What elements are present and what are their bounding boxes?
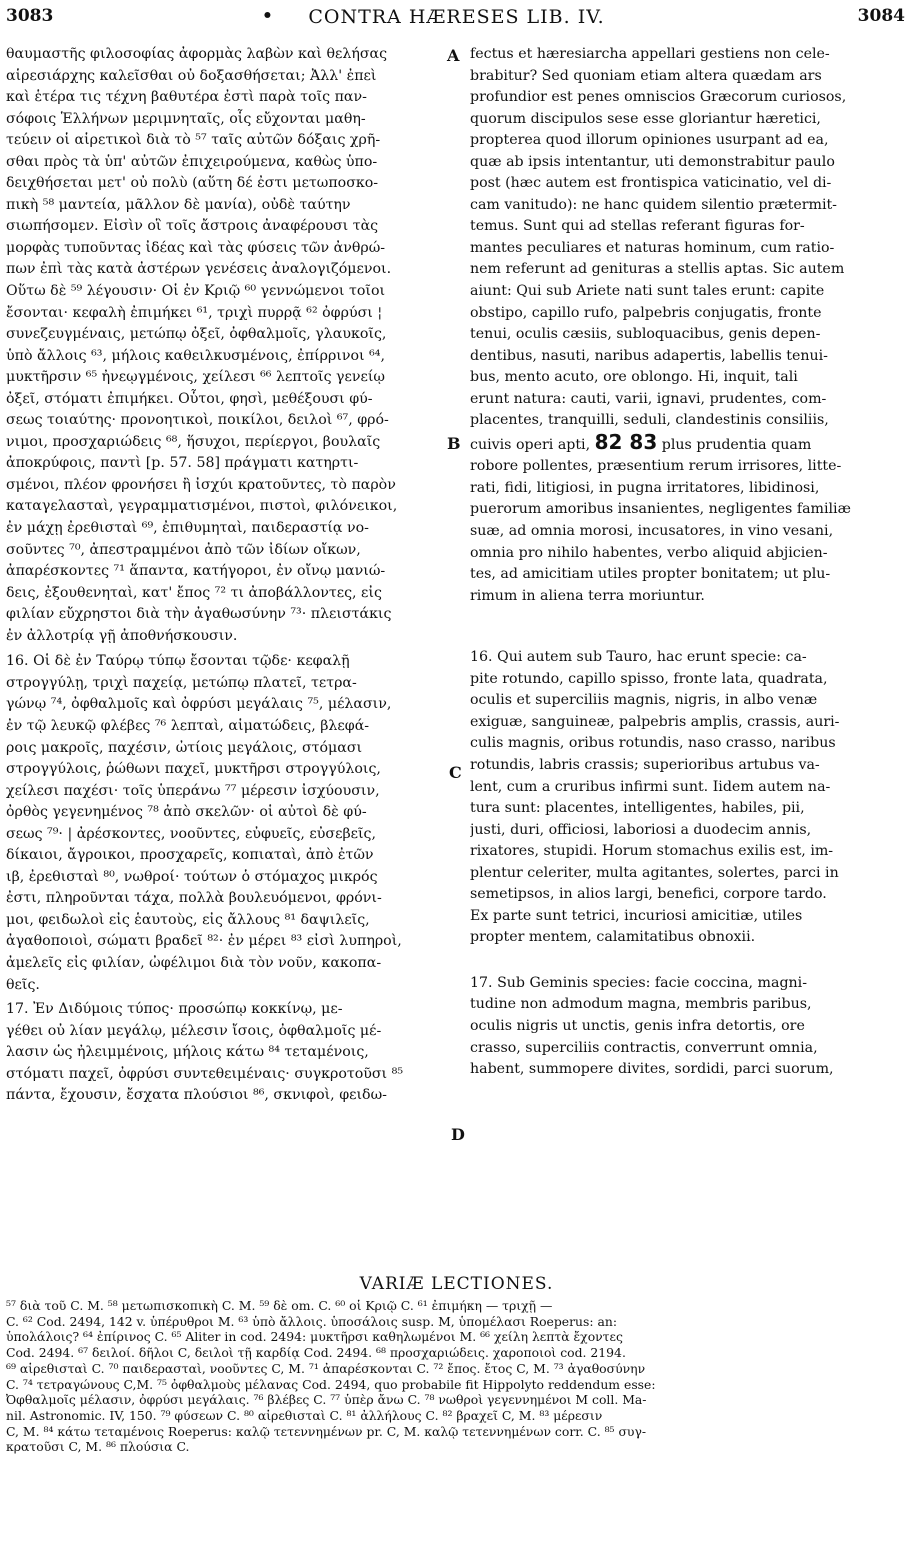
variant-reading-line: Cod. 2494. ⁶⁷ δειλοί. δῆλοι C, δειλοὶ τῇ καρδίᾳ Cod. 2494. ⁶⁸ προσχαριώδεις. χαροποιοὶ cod. 2194.: [6, 1345, 626, 1361]
variant-reading-line: nil. Astronomic. IV, 150. ⁷⁹ φύσεων C. ⁸⁰ αἱρεθισταὶ C. ⁸¹ ἀλλήλους C. ⁸² βραχεῖ C, M. ⁸³ μέρεσιν: [6, 1407, 603, 1423]
greek-text-line: ὀρθὸς γεγενημένος ⁷⁸ ἀπὸ σκελῶν· οἱ αὐτοὶ δὲ φύ-: [6, 804, 367, 821]
latin-text-line: quorum discipulos sese esse gloriantur hæretici,: [470, 110, 821, 127]
variant-reading-line: ὑπολάλοις? ⁶⁴ ἐπίρινος C. ⁶⁵ Aliter in cod. 2494: μυκτῆρσι καθηλωμένοι M. ⁶⁶ χείλη λεπτὰ ἔχοντες: [6, 1329, 623, 1345]
latin-text-line: oculis et superciliis magnis, nigris, in albo venæ: [470, 692, 818, 709]
latin-text-line: oculis nigris ut unctis, genis infra detortis, ore: [470, 1017, 805, 1034]
greek-text-line: σιωπήσομεν. Εἰσὶν οἳ τοῖς ἄστροις ἀναφέρουσι τὰς: [6, 218, 379, 235]
latin-text-line: nem referunt ad genituras a stellis aptas. Sic autem: [470, 261, 845, 278]
latin-text-line: propter mentem, calamitatibus obnoxii.: [470, 929, 756, 946]
latin-text-line: culis magnis, oribus rotundis, naso crasso, naribus: [470, 735, 836, 752]
margin-mark-a: A: [447, 46, 460, 65]
greek-text-line: χείλεσι παχέσι· τοῖς ὑπεράνω ⁷⁷ μέρεσιν ἰσχύουσιν,: [6, 782, 380, 799]
greek-text-line: αἱρεσιάρχης καλεῖσθαι οὐ δοξασθήσεται; Ἀλλ' ἐπεὶ: [6, 67, 377, 84]
variant-reading-line: ⁶⁹ αἱρεθισταὶ C. ⁷⁰ παιδερασταὶ, νοοῦντες C, M. ⁷¹ ἀπαρέσκονται C. ⁷² ἔπος. ἔτος C, M. ⁷³ ἀγαθοσύνην: [6, 1360, 646, 1376]
latin-text-line: puerorum amoribus insanientes, negligentes familiæ: [470, 501, 851, 518]
greek-paragraph-15: [6, 44, 438, 647]
latin-text-line: fectus et hæresiarcha appellari gestiens non cele-: [470, 46, 830, 62]
latin-text-line: crasso, superciliis contractis, converrunt omnia,: [470, 1039, 818, 1056]
greek-text-line: στρογγύλοις, ῥώθωνι παχεῖ, μυκτῆρσι στρογγύλοις,: [6, 761, 381, 778]
page-number-right: 3084: [857, 6, 905, 26]
latin-paragraph-17: [470, 973, 906, 1081]
greek-text-line: συνεζευγμέναις, μετώπῳ ὀξεῖ, ὀφθαλμοῖς, γλαυκοῖς,: [6, 326, 387, 343]
latin-text-line: bus, mento acuto, ore oblongo. Hi, inquit, tali: [470, 369, 798, 386]
greek-text-line: ὑπὸ ἄλλοις ⁶³, μήλοις καθειλκυσμένοις, ἐπίρρινοι ⁶⁴,: [6, 347, 385, 364]
greek-text-line: γώνῳ ⁷⁴, ὀφθαλμοῖς καὶ ὀφρύσι μεγάλαις ⁷⁵, μέλασιν,: [6, 696, 392, 713]
latin-text-line: robore pollentes, præsentium rerum irrisores, litte-: [470, 458, 842, 475]
variant-reading-line: C, M. ⁸⁴ κάτω τεταμένοις Roeperus: καλῷ τετεννημένων pr. C, M. καλῷ τετεννημένων corr. C. ⁸⁵ συγ-: [6, 1423, 647, 1439]
latin-text-line: 16. Qui autem sub Tauro, hac erunt specie: ca-: [470, 649, 807, 666]
greek-text-line: 16. Οἱ δὲ ἐν Ταύρῳ τύπῳ ἔσονται τῷδε· κεφαλῇ: [6, 653, 350, 670]
variant-reading-line: Ὀφθαλμοῖς μέλασιν, ὀφρύσι μεγάλαις. ⁷⁶ βλέβες C. ⁷⁷ ὑπὲρ ἄνω C. ⁷⁸ νωθροὶ γεγεννημένοι M coll. Ma-: [6, 1392, 647, 1408]
greek-text-line: στρογγύλῃ, τριχὶ παχείᾳ, μετώπῳ πλατεῖ, τετρα-: [6, 674, 357, 691]
greek-text-line: σεως ⁷⁹· | ἀρέσκοντες, νοοῦντες, εὐφυεῖς, εὐσεβεῖς,: [6, 825, 377, 842]
variant-reading-line: ⁵⁷ διὰ τοῦ C. M. ⁵⁸ μετωπισκοπικὴ C. M. ⁵⁹ δὲ om. C. ⁶⁰ οἱ Κριῷ C. ⁶¹ ἐπιμήκη — τριχῇ —: [6, 1298, 553, 1313]
greek-text-line: 17. Ἐν Διδύμοις τύπος· προσώπῳ κοκκίνῳ, με-: [6, 1001, 343, 1018]
greek-text-line: σμένοι, πλέον φρονήσει ἢ ἰσχύι κρατοῦντες, τὸ παρὸν: [6, 476, 396, 493]
running-header: [0, 6, 913, 40]
greek-text-line: ἐν τῷ λευκῷ φλέβες ⁷⁶ λεπταὶ, αἱματώδεις, βλεφά-: [6, 717, 370, 734]
greek-text-line: ροις μακροῖς, παχέσιν, ὠτίοις μεγάλοις, στόμασι: [6, 739, 363, 756]
latin-text-line: suæ, ad omnia morosi, incusatores, in vino vesani,: [470, 523, 834, 540]
greek-text-line: μοι, φειδωλοὶ εἰς ἑαυτοὺς, εἰς ἄλλους ⁸¹ δαψιλεῖς,: [6, 911, 370, 928]
greek-text-line: θαυμαστῆς φιλοσοφίας ἀφορμὰς λαβὼν καὶ θελήσας: [6, 46, 388, 62]
header-bullet: •: [262, 6, 273, 26]
margin-mark-d: D: [451, 1125, 465, 1144]
greek-text-line: ἀπαρέσκοντες ⁷¹ ἅπαντα, κατήγοροι, ἐν οἴνῳ μανιώ-: [6, 563, 386, 580]
variae-lectiones-notes: [6, 1298, 906, 1455]
greek-text-line: πων ἐπὶ τὰς κατὰ ἀστέρων γενέσεις ἀναλογιζόμενοι.: [6, 261, 392, 278]
latin-text-line: cam vanitudo): ne hanc quidem silentio prætermit-: [470, 196, 837, 213]
latin-line-with-column-numbers: [470, 432, 906, 457]
latin-text-line: tenui, oculis cæsiis, subloquacibus, genis depen-: [470, 326, 821, 343]
latin-text-line: rixatores, stupidi. Horum stomachus exilis est, im-: [470, 843, 834, 860]
greek-text-line: ἐν μάχῃ ἐρεθισταὶ ⁶⁹, ἐπιθυμηταὶ, παιδεραστίᾳ νο-: [6, 520, 369, 537]
variae-lectiones-title: VARIÆ LECTIONES.: [359, 1274, 554, 1294]
latin-text-line: semetipsos, in alios largi, benefici, corpore tardo.: [470, 886, 827, 903]
greek-text-line: ἀγαθοποιοὶ, σώματι βραδεῖ ⁸²· ἐν μέρει ⁸³ εἰσὶ λυπηροὶ,: [6, 933, 402, 950]
latin-text-line: brabitur? Sed quoniam etiam altera quædam ars: [470, 67, 822, 84]
greek-text-line: μορφὰς τυποῦντας ἰδέας καὶ τὰς φύσεις τῶν ἀνθρώ-: [6, 239, 386, 256]
greek-text-line: πάντα, ἔχουσιν, ἔσχατα πλούσιοι ⁸⁶, σκνιφοὶ, φειδω-: [6, 1087, 387, 1104]
greek-text-line: ἐστι, πληροῦνται τάχα, πολλὰ βουλευόμενοι, φρόνι-: [6, 890, 382, 907]
latin-text-line: pite rotundo, capillo spisso, fronte lata, quadrata,: [470, 670, 828, 687]
greek-column: [6, 44, 438, 1107]
latin-text-fragment: plus prudentia quam: [661, 436, 812, 453]
variant-reading-line: C. ⁶² Cod. 2494, 142 v. ὑπέρυθροι M. ⁶³ ὑπὸ ἄλλοις. ὑποσάλοις susp. M, ὑπομέλασι Roeperus: an:: [6, 1313, 618, 1329]
greek-text-line: δίκαιοι, ἄγροικοι, προσχαρεῖς, κοπιαταὶ, ἀπὸ ἐτῶν: [6, 847, 374, 864]
latin-text-line: quæ ab ipsis intentantur, uti demonstrabitur paulo: [470, 153, 835, 170]
greek-text-line: ἀποκρύφοις, παντὶ [p. 57. 58] πράγματι κατηρτι-: [6, 455, 359, 472]
latin-text-line: tes, ad amicitiam utiles propter bonitatem; ut plu-: [470, 566, 831, 583]
greek-text-line: θεῖς.: [6, 976, 40, 993]
latin-text-line: tudine non admodum magna, membris paribus,: [470, 996, 812, 1013]
latin-text-line: placentes, tranquilli, seduli, clandestinis consiliis,: [470, 412, 829, 429]
latin-text-line: rotundis, labris crassis; superioribus artubus va-: [470, 756, 820, 773]
margin-mark-b: B: [447, 434, 461, 453]
latin-text-line: rimum in aliena terra moriuntur.: [470, 587, 705, 604]
greek-text-line: ἐν ἀλλοτρίᾳ γῇ ἀποθνήσκουσιν.: [6, 627, 238, 644]
greek-text-line: μυκτῆρσιν ⁶⁵ ἠνεῳγμένοις, χείλεσι ⁶⁶ λεπτοῖς γενείῳ: [6, 369, 385, 386]
latin-text-line: lent, cum a cruribus infirmi sunt. Iidem autem na-: [470, 778, 831, 795]
latin-paragraph-15-continued: [470, 456, 906, 607]
greek-text-line: τεύειν οἱ αἱρετικοὶ διὰ τὸ ⁵⁷ ταῖς αὐτῶν δόξαις χρῆ-: [6, 132, 381, 149]
greek-text-line: σοῦντες ⁷⁰, ἀπεστραμμένοι ἀπὸ τῶν ἰδίων οἴκων,: [6, 541, 361, 558]
latin-text-line: habent, summopere divites, sordidi, parci suorum,: [470, 1061, 834, 1078]
greek-paragraph-16: [6, 651, 438, 996]
latin-text-line: exiguæ, sanguineæ, palpebris amplis, crassis, auri-: [470, 713, 840, 730]
latin-text-line: obstipo, capillo rufo, palpebris conjugatis, fronte: [470, 304, 822, 321]
latin-text-line: post (hæc autem est frontispica vaticinatio, vel di-: [470, 175, 832, 192]
greek-text-line: καὶ ἑτέρα τις τέχνη βαθυτέρα ἐστὶ παρὰ τοῖς παν-: [6, 89, 367, 106]
greek-text-line: ιβ, ἐρεθισταὶ ⁸⁰, νωθροί· τούτων ὁ στόμαχος μικρός: [6, 868, 378, 885]
latin-text-line: temus. Sunt qui ad stellas referant figuras for-: [470, 218, 805, 235]
greek-text-line: Οὕτω δὲ ⁵⁹ λέγουσιν· Οἱ ἐν Κριῷ ⁶⁰ γεννώμενοι τοῖοι: [6, 283, 386, 300]
latin-text-line: 17. Sub Geminis species: facie coccina, magni-: [470, 974, 808, 991]
variant-reading-line: κρατοῦσι C, M. ⁸⁶ πλούσια C.: [6, 1439, 190, 1455]
greek-text-line: φιλίαν εὔχρηστοι διὰ τὴν ἀγαθωσύνην ⁷³· πλειστάκις: [6, 606, 392, 623]
column-numbers: 82 83: [594, 431, 658, 454]
greek-text-line: καταγελασταὶ, γεγραμματισμένοι, πιστοὶ, φιλόνεικοι,: [6, 498, 398, 515]
greek-text-line: σεως τοιαύτης· προνοητικοὶ, ποικίλοι, δειλοὶ ⁶⁷, φρό-: [6, 412, 389, 429]
latin-text-line: justi, duri, officiosi, laboriosi a duodecim annis,: [470, 821, 812, 838]
greek-text-line: λασιν ὡς ἠλειμμένοις, μήλοις κάτω ⁸⁴ τεταμένοις,: [6, 1044, 369, 1061]
latin-text-line: dentibus, nasuti, naribus adapertis, labellis tenui-: [470, 347, 828, 364]
latin-column: [470, 44, 906, 1081]
margin-mark-c: C: [449, 763, 462, 782]
latin-text-line: mantes peculiares et naturas hominum, cum ratio-: [470, 239, 835, 256]
latin-text-line: plentur celeriter, multa agitantes, solertes, parci in: [470, 864, 839, 881]
greek-text-line: σθαι πρὸς τὰ ὑπ' αὐτῶν ἐπιχειρούμενα, καθὼς ὑπο-: [6, 153, 378, 170]
greek-text-line: πικὴ ⁵⁸ μαντεία, μᾶλλον δὲ μανία), οὐδὲ ταύτην: [6, 196, 351, 213]
page-number-left: 3083: [6, 6, 54, 26]
latin-text-line: omnia pro nihilo habentes, verbo aliquid abjicien-: [470, 544, 828, 561]
running-title: CONTRA HÆRESES LIB. IV.: [308, 6, 605, 28]
latin-text-line: aiunt: Qui sub Ariete nati sunt tales erunt: capite: [470, 283, 825, 300]
latin-text-line: propterea quod illorum opiniones usurpant ad ea,: [470, 132, 829, 149]
latin-text-line: rati, fidi, litigiosi, in pugna irritatores, libidinosi,: [470, 479, 820, 496]
latin-paragraph-16: [470, 647, 906, 949]
variant-reading-line: C. ⁷⁴ τετραγώνους C,M. ⁷⁵ ὀφθαλμοὺς μέλανας Cod. 2494, quo probabile fit Hippolyto reddendum esse:: [6, 1376, 656, 1392]
latin-text-line: erunt natura: cauti, varii, ignavi, prudentes, com-: [470, 390, 827, 407]
latin-text-line: tura sunt: placentes, intelligentes, habiles, pii,: [470, 800, 805, 817]
latin-text-line: Ex parte sunt tetrici, incuriosi amicitiæ, utiles: [470, 907, 803, 924]
latin-text-fragment: cuivis operi apti,: [470, 436, 591, 453]
latin-text-line: profundior est penes omniscios Græcorum curiosos,: [470, 89, 847, 106]
greek-text-line: νιμοι, προσχαριώδεις ⁶⁸, ἥσυχοι, περίεργοι, βουλαῖς: [6, 433, 381, 450]
greek-text-line: ὀξεῖ, στόματι ἐπιμήκει. Οὗτοι, φησὶ, μεθέξουσι φύ-: [6, 390, 373, 407]
greek-text-line: δεις, ἐξουθενηταὶ, κατ' ἔπος ⁷² τι ἀποβάλλοντες, εἰς: [6, 584, 382, 601]
latin-paragraph-15: [470, 44, 906, 432]
greek-text-line: ἔσονται· κεφαλὴ ἐπιμήκει ⁶¹, τριχὶ πυρρᾷ ⁶² ὀφρύσι ¦: [6, 304, 383, 321]
greek-text-line: ἀμελεῖς εἰς φιλίαν, ὠφέλιμοι διὰ τὸν νοῦν, κακοπα-: [6, 954, 382, 971]
greek-paragraph-17: [6, 999, 438, 1107]
greek-text-line: στόματι παχεῖ, ὀφρύσι συντεθειμέναις· συγκροτοῦσι ⁸⁵: [6, 1065, 404, 1082]
greek-text-line: δειχθήσεται μετ' οὐ πολὺ (αὕτη δέ ἐστι μετωποσκο-: [6, 175, 379, 192]
greek-text-line: γέθει οὐ λίαν μεγάλῳ, μέλεσιν ἴσοις, ὀφθαλμοῖς μέ-: [6, 1022, 382, 1039]
greek-text-line: σόφοις Ἑλλήνων μεριμνηταῖς, οἷς εὔχονται μαθη-: [6, 110, 366, 127]
